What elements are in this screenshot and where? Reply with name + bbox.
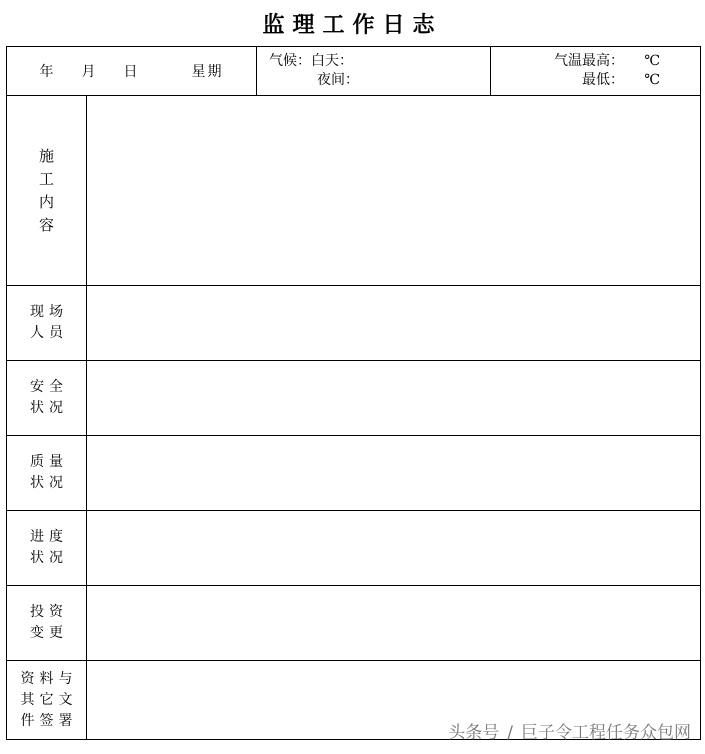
section-label-personnel: 现场 人员 [7, 286, 87, 361]
weather-label: 气候： [269, 53, 311, 69]
temperature-cell [491, 47, 701, 96]
temperature-low-label: 最低： [582, 72, 624, 88]
section-label-progress: 进度 状况 [7, 511, 87, 586]
temperature-low-unit: ℃ [644, 72, 660, 88]
section-content-quality[interactable] [87, 436, 701, 511]
section-row-construction [7, 96, 701, 286]
supervision-log-table [6, 46, 701, 740]
weekday-label: 星期 [191, 64, 224, 80]
section-label-safety: 安全 状况 [7, 361, 87, 436]
temperature-high-label: 最高： [582, 53, 624, 69]
weather-night-label: 夜间： [317, 72, 359, 88]
section-label-investment: 投资 变更 [7, 586, 87, 661]
section-row-quality [7, 436, 701, 511]
section-row-safety [7, 361, 701, 436]
day-label: 日 [123, 64, 140, 80]
watermark-source: 头条号 [448, 723, 500, 743]
section-label-quality: 质量 状况 [7, 436, 87, 511]
section-content-personnel[interactable] [87, 286, 701, 361]
document-title: 监理工作日志 [262, 12, 443, 38]
section-content-progress[interactable] [87, 511, 701, 586]
year-label: 年 [39, 64, 56, 80]
section-content-investment[interactable] [87, 586, 701, 661]
watermark: 头条号 / 巨子令工程任务众包网 [448, 723, 691, 743]
temperature-label: 气温 [554, 53, 582, 69]
section-row-personnel [7, 286, 701, 361]
section-label-construction: 施 工 内 容 [7, 96, 87, 286]
temperature-high-unit: ℃ [644, 53, 660, 69]
section-content-construction[interactable] [87, 96, 701, 286]
section-row-progress [7, 511, 701, 586]
section-row-investment [7, 586, 701, 661]
weather-day-label: 白天： [311, 53, 353, 69]
section-content-safety[interactable] [87, 361, 701, 436]
weather-cell [257, 47, 491, 96]
date-cell [7, 47, 257, 96]
month-label: 月 [81, 64, 98, 80]
header-row [7, 47, 701, 96]
section-label-documents: 资料与 其它文 件签署 [7, 661, 87, 740]
watermark-author: 巨子令工程任务众包网 [521, 723, 691, 743]
